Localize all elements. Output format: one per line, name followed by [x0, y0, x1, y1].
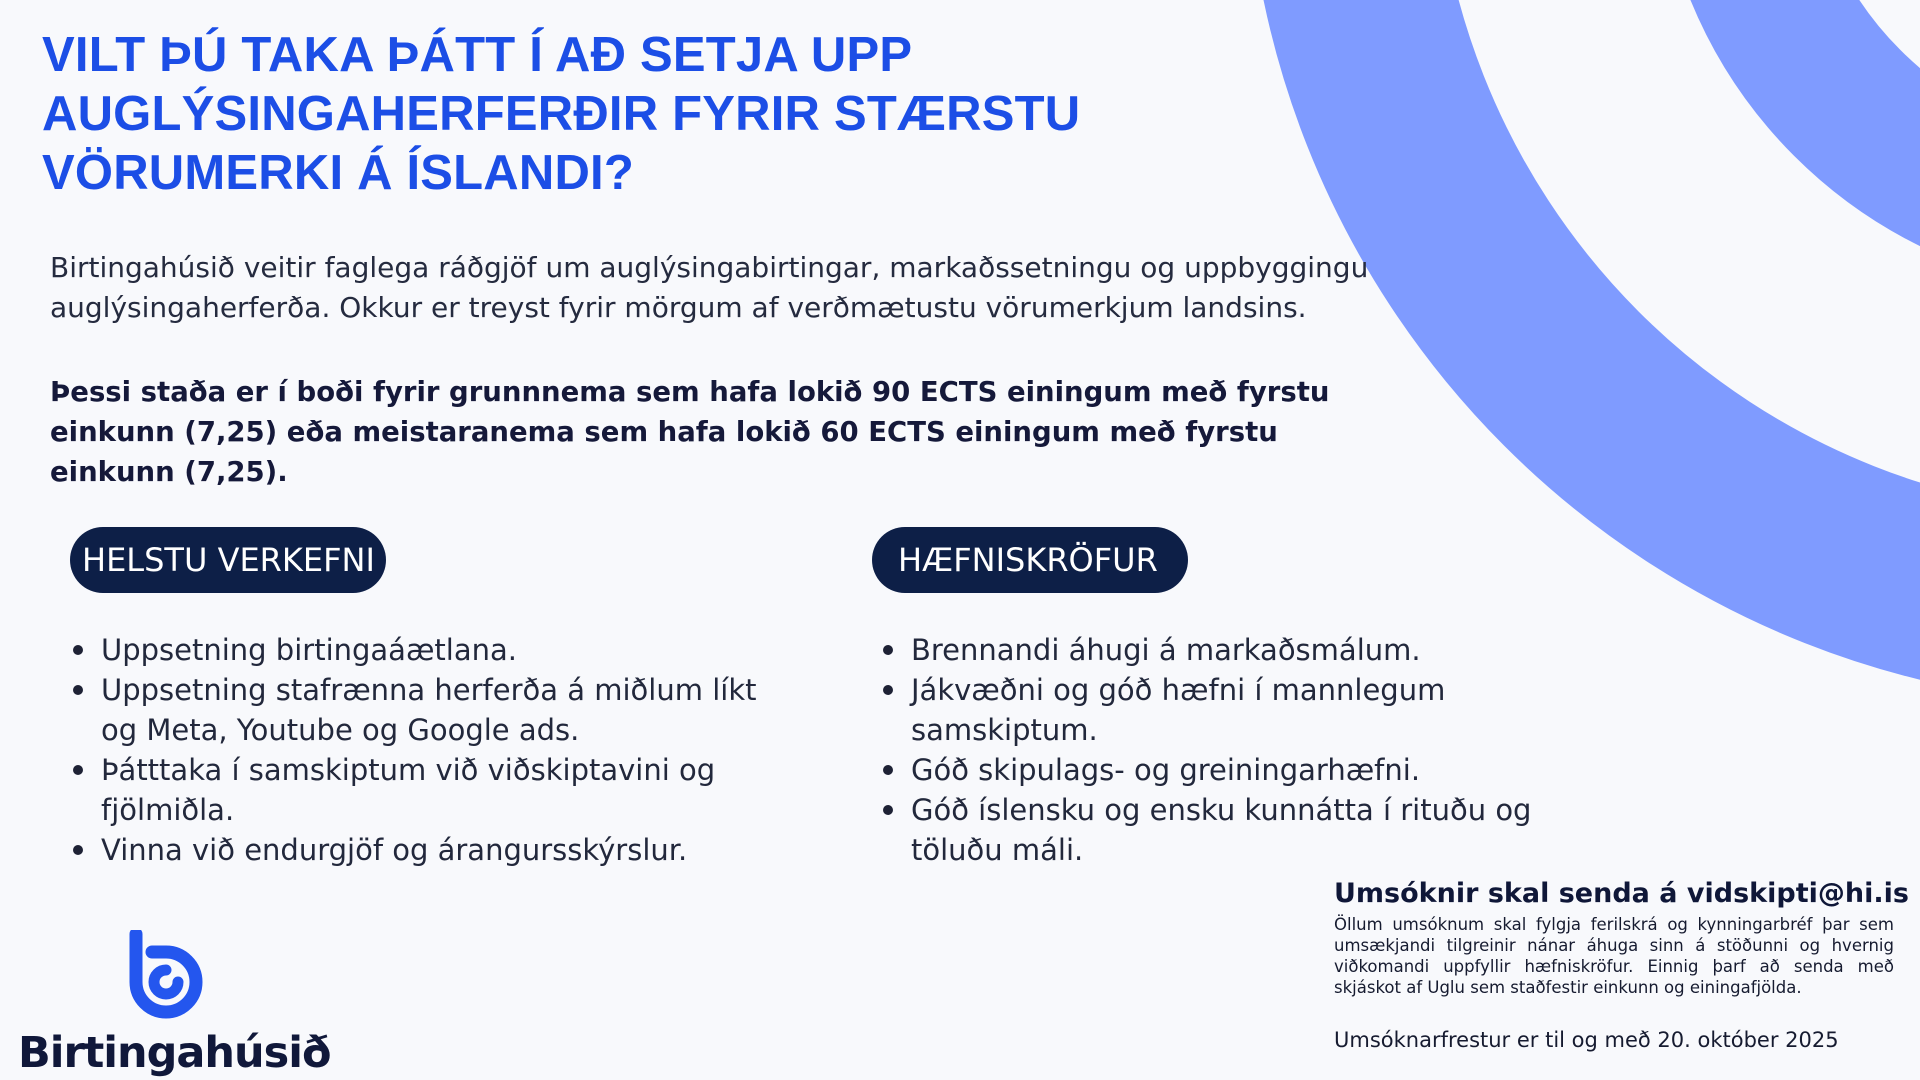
inner-arc [1730, 0, 1920, 220]
bullet-icon [73, 845, 83, 855]
list-item [880, 670, 1540, 750]
intro-paragraph: Birtingahúsið veitir faglega ráðgjöf um auglýsingabirtingar, markaðssetningu og uppbyggingu auglýsingaherferða. Okkur er treyst fyrir mörgum af verðmætustu vörumerkjum landsins. [50, 251, 1369, 324]
qualifications-heading-pill: HÆFNISKRÖFUR [872, 527, 1188, 593]
tasks-list [70, 630, 790, 870]
eligibility-paragraph: Þessi staða er í boði fyrir grunnnema sem hafa lokið 90 ECTS einingum með fyrstu einkunn (7,25) eða meistaranema sem hafa lokið 60 ECTS einingum með fyrstu einkunn (7,25). [50, 376, 1330, 488]
bullet-icon [73, 685, 83, 695]
list-item [70, 830, 790, 870]
tasks-heading-pill: HELSTU VERKEFNI [70, 527, 386, 593]
qualifications-list [880, 630, 1540, 870]
list-item-text: Vinna við endurgjöf og árangursskýrslur. [101, 833, 688, 867]
list-item-text: Brennandi áhugi á markaðsmálum. [911, 633, 1421, 667]
list-item [70, 750, 790, 830]
list-item-text: Uppsetning stafrænna herferða á miðlum líkt og Meta, Youtube og Google ads. [101, 673, 757, 747]
bullet-icon [73, 765, 83, 775]
list-item-text: Þátttaka í samskiptum við viðskiptavini og fjölmiðla. [101, 753, 716, 827]
list-item-text: Góð íslensku og ensku kunnátta í rituðu og töluðu máli. [911, 793, 1532, 867]
bullet-icon [883, 765, 893, 775]
bullet-icon [73, 645, 83, 655]
application-info [1334, 876, 1909, 1054]
headline: VILT ÞÚ TAKA ÞÁTT Í AÐ SETJA UPP AUGLÝSINGAHERFERÐIR FYRIR STÆRSTU VÖRUMERKI Á ÍSLANDI? [42, 28, 1081, 200]
b-logo-icon [116, 930, 216, 1022]
outer-arc [1340, 0, 1920, 610]
list-item-text: Jákvæðni og góð hæfni í mannlegum samskiptum. [911, 673, 1446, 747]
list-item [880, 750, 1540, 790]
bullet-icon [883, 685, 893, 695]
list-item-text: Góð skipulags- og greiningarhæfni. [911, 753, 1421, 787]
list-item [880, 790, 1540, 870]
application-deadline: Umsóknarfrestur er til og með 20. október 2025 [1334, 1028, 1839, 1052]
list-item [880, 630, 1540, 670]
list-item-text: Uppsetning birtingaáætlana. [101, 633, 517, 667]
list-item [70, 670, 790, 750]
bullet-icon [883, 645, 893, 655]
bullet-icon [883, 805, 893, 815]
company-logo [18, 930, 331, 1080]
logo-wordmark: Birtingahúsið [18, 1028, 331, 1078]
application-instructions: Öllum umsóknum skal fylgja ferilskrá og kynningarbréf þar sem umsækjandi tilgreinir nánar áhuga sinn á stöðunni og hvernig viðkomandi uppfyllir hæfniskröfur. Einnig þarf að senda með skjáskot af Uglu sem staðfestir einkunn og einingafjölda. [1334, 915, 1894, 997]
application-title: Umsóknir skal senda á vidskipti@hi.is [1334, 878, 1909, 909]
list-item [70, 630, 790, 670]
